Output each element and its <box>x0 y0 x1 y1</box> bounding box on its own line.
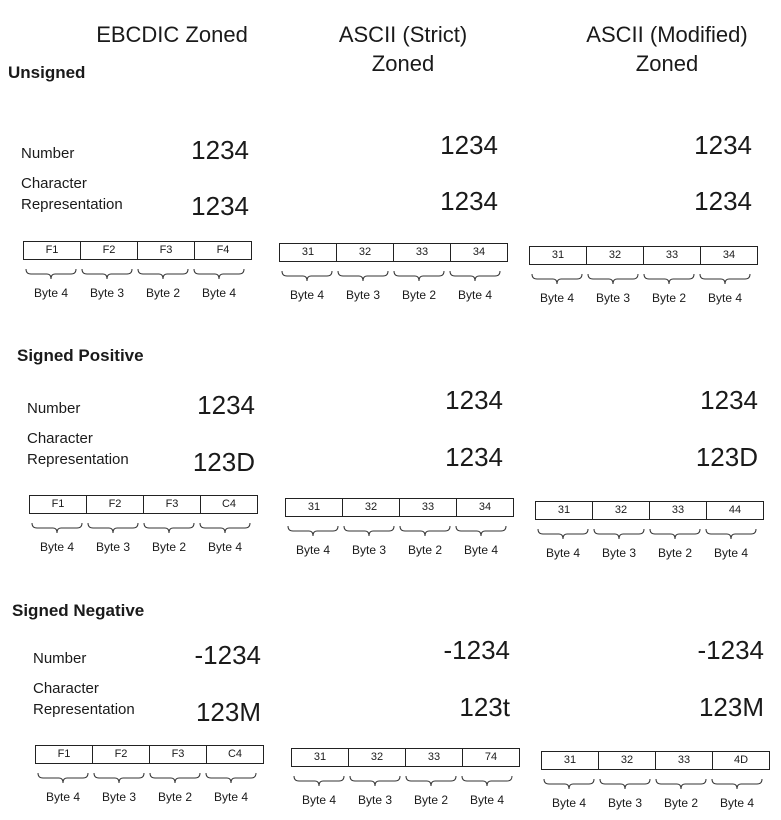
byte-cell: F3 <box>150 746 207 763</box>
byte-labels <box>529 291 753 305</box>
brace <box>338 271 388 281</box>
brace <box>700 274 750 284</box>
byte-labels <box>29 540 253 554</box>
byte-label: Byte 4 <box>457 288 493 302</box>
brace <box>650 529 700 539</box>
brace <box>538 529 588 539</box>
byte-row <box>23 241 252 260</box>
byte-row <box>285 498 514 517</box>
byte-cell: 74 <box>484 751 498 763</box>
byte-cell: 32 <box>349 749 406 766</box>
brace <box>144 523 194 533</box>
byte-row <box>279 243 508 262</box>
byte-row <box>291 748 520 767</box>
number-value: 1234 <box>191 135 249 165</box>
byte-label: Byte 3 <box>95 540 131 554</box>
byte-label: Byte 4 <box>45 790 81 804</box>
brace <box>32 523 82 533</box>
byte-label: Byte 4 <box>39 540 75 554</box>
byte-cell: 31 <box>286 499 343 516</box>
byte-cell: F2 <box>87 496 144 513</box>
byte-cell: 32 <box>337 244 394 261</box>
brace <box>706 529 756 539</box>
brace <box>26 269 76 279</box>
brace <box>294 776 344 786</box>
byte-label: Byte 3 <box>345 288 381 302</box>
byte-label: Byte 3 <box>607 796 643 810</box>
byte-cell: F2 <box>81 242 138 259</box>
section-title: Unsigned <box>8 63 86 82</box>
byte-label: Byte 2 <box>157 790 193 804</box>
byte-label: Byte 2 <box>657 546 693 560</box>
byte-cell: 4D <box>733 754 749 766</box>
brace <box>400 526 450 536</box>
brace-group <box>291 774 517 790</box>
brace <box>88 523 138 533</box>
byte-cell: 31 <box>292 749 349 766</box>
number-value: 1234 <box>445 385 503 415</box>
brace <box>282 271 332 281</box>
byte-row <box>535 501 764 520</box>
byte-cell: C4 <box>227 748 243 760</box>
brace <box>600 779 650 789</box>
number-value: -1234 <box>697 635 764 665</box>
byte-label: Byte 2 <box>407 543 443 557</box>
byte-label: Byte 4 <box>713 546 749 560</box>
byte-label: Byte 2 <box>663 796 699 810</box>
byte-cell: 32 <box>593 502 650 519</box>
brace <box>456 526 506 536</box>
character-representation-label: Character Representation <box>27 430 129 468</box>
byte-label: Byte 4 <box>551 796 587 810</box>
brace <box>288 526 338 536</box>
byte-labels <box>285 543 509 557</box>
brace <box>94 773 144 783</box>
byte-cell: 33 <box>400 499 457 516</box>
brace <box>406 776 456 786</box>
number-value: 1234 <box>700 385 758 415</box>
byte-cell: 31 <box>530 247 587 264</box>
byte-row <box>29 495 258 514</box>
byte-cell: 31 <box>542 752 599 769</box>
brace-group <box>35 771 261 787</box>
byte-cell: 32 <box>587 247 644 264</box>
byte-cell: F2 <box>93 746 150 763</box>
byte-label: Byte 4 <box>707 291 743 305</box>
byte-cell: F1 <box>30 496 87 513</box>
byte-label: Byte 4 <box>207 540 243 554</box>
column-header: ASCII (Strict) Zoned <box>338 22 468 76</box>
brace-group <box>279 269 505 285</box>
byte-label: Byte 4 <box>295 543 331 557</box>
character-value: 123D <box>695 442 758 472</box>
byte-labels <box>23 286 247 300</box>
byte-label: Byte 2 <box>145 286 181 300</box>
number-label: Number <box>21 145 75 162</box>
number-value: 1234 <box>197 390 255 420</box>
character-value: 123t <box>459 692 510 722</box>
brace <box>588 274 638 284</box>
byte-label: Byte 4 <box>33 286 69 300</box>
byte-label: Byte 2 <box>413 793 449 807</box>
number-label: Number <box>33 650 87 667</box>
number-value: -1234 <box>194 640 261 670</box>
brace <box>394 271 444 281</box>
byte-label: Byte 4 <box>213 790 249 804</box>
brace <box>206 773 256 783</box>
character-value: 1234 <box>694 186 752 216</box>
byte-cell: 34 <box>478 501 492 513</box>
byte-label: Byte 4 <box>545 546 581 560</box>
byte-cell: 34 <box>472 246 486 258</box>
number-value: -1234 <box>443 635 510 665</box>
brace <box>82 269 132 279</box>
byte-labels <box>291 793 515 807</box>
byte-label: Byte 4 <box>469 793 505 807</box>
character-value: 123D <box>192 447 255 477</box>
brace <box>544 779 594 789</box>
byte-label: Byte 4 <box>719 796 755 810</box>
brace <box>150 773 200 783</box>
byte-label: Byte 2 <box>151 540 187 554</box>
byte-cell: 33 <box>394 244 451 261</box>
number-value: 1234 <box>694 130 752 160</box>
brace <box>644 274 694 284</box>
byte-label: Byte 3 <box>595 291 631 305</box>
byte-cell: 33 <box>406 749 463 766</box>
brace-group <box>29 521 255 537</box>
number-label: Number <box>27 400 81 417</box>
brace-group <box>23 267 249 283</box>
column-header: ASCII (Modified) Zoned <box>586 22 748 76</box>
byte-label: Byte 3 <box>351 543 387 557</box>
byte-cell: 32 <box>599 752 656 769</box>
byte-cell: 33 <box>644 247 701 264</box>
byte-cell: F3 <box>144 496 201 513</box>
brace <box>594 529 644 539</box>
brace <box>656 779 706 789</box>
byte-label: Byte 3 <box>89 286 125 300</box>
character-representation-label: Character Representation <box>33 680 135 718</box>
brace <box>350 776 400 786</box>
brace-group <box>529 272 755 288</box>
brace <box>194 269 244 279</box>
byte-row <box>541 751 770 770</box>
column-header: EBCDIC Zoned <box>96 22 248 47</box>
character-value: 1234 <box>440 186 498 216</box>
byte-cell: 44 <box>728 504 742 516</box>
section-title: Signed Negative <box>12 601 145 620</box>
character-representation-label: Character Representation <box>21 175 123 213</box>
byte-cell: F1 <box>24 242 81 259</box>
byte-cell: F4 <box>216 244 230 256</box>
brace <box>450 271 500 281</box>
byte-row <box>35 745 264 764</box>
brace <box>200 523 250 533</box>
byte-label: Byte 4 <box>301 793 337 807</box>
brace-group <box>535 527 761 543</box>
byte-label: Byte 2 <box>651 291 687 305</box>
brace <box>462 776 512 786</box>
character-value: 1234 <box>191 191 249 221</box>
byte-label: Byte 3 <box>101 790 137 804</box>
byte-label: Byte 3 <box>601 546 637 560</box>
brace-group <box>285 524 511 540</box>
byte-label: Byte 4 <box>289 288 325 302</box>
character-value: 1234 <box>445 442 503 472</box>
brace <box>38 773 88 783</box>
byte-labels <box>535 546 759 560</box>
byte-label: Byte 3 <box>357 793 393 807</box>
number-value: 1234 <box>440 130 498 160</box>
byte-labels <box>35 790 259 804</box>
byte-label: Byte 2 <box>401 288 437 302</box>
brace <box>712 779 762 789</box>
byte-cell: 34 <box>722 249 736 261</box>
byte-cell: 31 <box>280 244 337 261</box>
byte-label: Byte 4 <box>463 543 499 557</box>
brace <box>344 526 394 536</box>
byte-cell: F1 <box>36 746 93 763</box>
section-title: Signed Positive <box>17 346 144 365</box>
brace <box>532 274 582 284</box>
character-value: 123M <box>698 692 764 722</box>
byte-labels <box>279 288 503 302</box>
brace-group <box>541 777 767 793</box>
byte-cell: C4 <box>221 498 237 510</box>
byte-cell: 32 <box>343 499 400 516</box>
byte-label: Byte 4 <box>539 291 575 305</box>
brace <box>138 269 188 279</box>
byte-cell: 33 <box>656 752 713 769</box>
byte-cell: 33 <box>650 502 707 519</box>
byte-label: Byte 4 <box>201 286 237 300</box>
byte-labels <box>541 796 765 810</box>
byte-cell: 31 <box>536 502 593 519</box>
character-value: 123M <box>195 697 261 727</box>
byte-cell: F3 <box>138 242 195 259</box>
byte-row <box>529 246 758 265</box>
